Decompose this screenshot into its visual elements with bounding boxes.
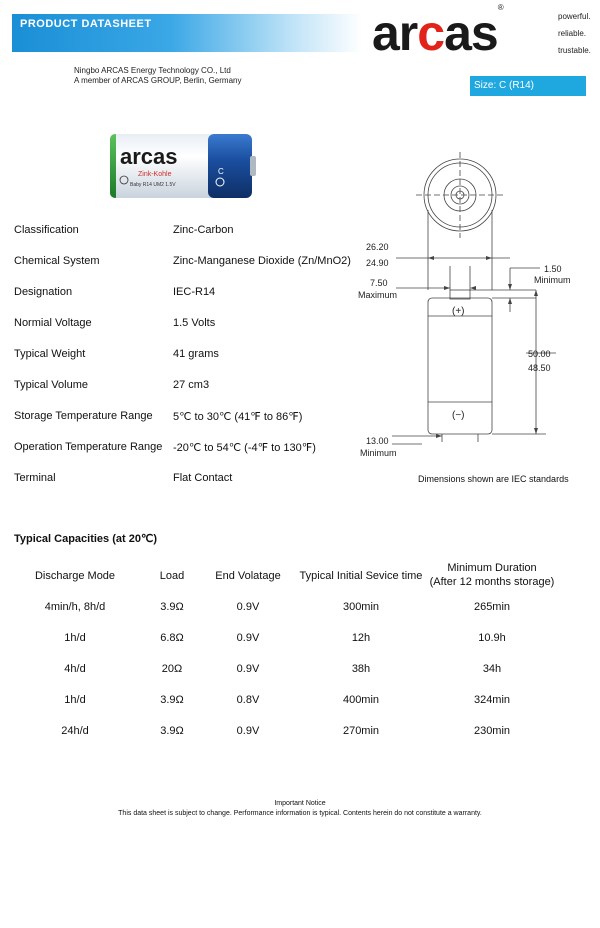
- tagline-1: powerful.: [558, 12, 591, 21]
- battery-brand: arcas: [120, 144, 178, 169]
- col-header-storage-note: (After 12 months storage): [429, 576, 555, 588]
- battery-small-text: Baby R14 UM2 1.5V: [130, 182, 176, 188]
- dimension-drawing: [350, 140, 600, 470]
- header-banner: [12, 14, 362, 52]
- dim-tip-height-label: Minimum: [534, 275, 571, 285]
- dim-tip-height: 1.50: [544, 264, 562, 274]
- cell-service-time: 400min: [342, 694, 380, 706]
- logo-text-red: c: [417, 5, 445, 61]
- notice-text: This data sheet is subject to change. Performance information is typical. Contents herein do not constitute a warranty.: [118, 810, 482, 817]
- cell-end-voltage: 0.9V: [236, 601, 260, 613]
- spec-value-weight: 41 grams: [173, 348, 219, 360]
- cell-min-duration: 34h: [482, 663, 502, 675]
- cell-end-voltage: 0.9V: [236, 663, 260, 675]
- dim-negative-cap-label: Minimum: [360, 448, 397, 458]
- dim-height-min: 48.50: [528, 363, 551, 373]
- spec-label-weight: Typical Weight: [14, 348, 86, 360]
- cell-discharge-mode: 4h/d: [64, 663, 86, 675]
- banner-title: PRODUCT DATASHEET: [20, 18, 152, 30]
- cell-end-voltage: 0.9V: [236, 632, 260, 644]
- spec-label-voltage: Normial Voltage: [14, 317, 92, 329]
- arcas-logo: [372, 4, 503, 62]
- battery-subtitle: Zink-Kohle: [138, 171, 172, 178]
- cell-service-time: 12h: [351, 632, 371, 644]
- cell-min-duration: 230min: [473, 725, 511, 737]
- spec-value-classification: Zinc-Carbon: [173, 224, 234, 236]
- cell-discharge-mode: 1h/d: [64, 632, 86, 644]
- dim-diameter-min: 24.90: [366, 258, 389, 268]
- spec-label-terminal: Terminal: [14, 472, 56, 484]
- spec-value-terminal: Flat Contact: [173, 472, 233, 484]
- cell-service-time: 300min: [342, 601, 380, 613]
- spec-value-voltage: 1.5 Volts: [173, 317, 216, 329]
- cell-end-voltage: 0.8V: [236, 694, 260, 706]
- col-header-min-duration: Minimum Duration: [447, 562, 537, 574]
- cell-discharge-mode: 4min/h, 8h/d: [44, 601, 106, 613]
- spec-value-designation: IEC-R14: [173, 286, 216, 298]
- cell-load: 3.9Ω: [160, 694, 184, 706]
- col-header-end-voltage: End Volatage: [215, 570, 281, 582]
- spec-value-chemical-system: Zinc-Manganese Dioxide (Zn/MnO2): [173, 255, 351, 267]
- spec-label-designation: Designation: [14, 286, 73, 298]
- cell-load: 3.9Ω: [160, 601, 184, 613]
- dim-pip-diameter-label: Maximum: [358, 290, 398, 300]
- tagline-3: trustable.: [558, 46, 591, 55]
- cell-load: 6.8Ω: [160, 632, 184, 644]
- capacities-title: Typical Capacities (at 20℃): [14, 533, 157, 545]
- spec-value-operation-temp: -20℃ to 54℃ (-4℉ to 130℉): [173, 442, 316, 454]
- spec-value-volume: 27 cm3: [173, 379, 210, 391]
- company-name: Ningbo ARCAS Energy Technology CO., Ltd: [74, 66, 231, 75]
- spec-label-volume: Typical Volume: [14, 379, 88, 391]
- spec-label-chemical-system: Chemical System: [14, 255, 100, 267]
- registered-mark: ®: [497, 3, 503, 13]
- col-header-load: Load: [159, 570, 185, 582]
- cell-load: 20Ω: [161, 663, 183, 675]
- col-header-service-time: Typical Initial Sevice time: [299, 570, 423, 582]
- notice-title: Important Notice: [274, 800, 326, 807]
- cell-discharge-mode: 24h/d: [61, 725, 89, 737]
- dim-height-max: 50.00: [528, 349, 551, 359]
- col-header-discharge-mode: Discharge Mode: [34, 570, 116, 582]
- cell-load: 3.9Ω: [160, 725, 184, 737]
- dim-negative-cap: 13.00: [366, 436, 389, 446]
- battery-photo: [108, 130, 260, 202]
- logo-text-suffix: as: [444, 5, 498, 61]
- size-badge: Size: C (R14): [470, 76, 586, 96]
- spec-value-storage-temp: 5℃ to 30℃ (41℉ to 86℉): [173, 411, 303, 423]
- dim-diameter-max: 26.20: [366, 242, 389, 252]
- logo-text-prefix: ar: [372, 5, 418, 61]
- spec-label-operation-temp: Operation Temperature Range: [14, 441, 163, 453]
- negative-terminal-mark: (−): [452, 410, 465, 421]
- cell-service-time: 270min: [342, 725, 380, 737]
- cell-discharge-mode: 1h/d: [64, 694, 86, 706]
- positive-terminal-mark: (+): [452, 306, 465, 317]
- cell-min-duration: 10.9h: [478, 632, 506, 644]
- dimensions-note: Dimensions shown are IEC standards: [418, 474, 569, 484]
- company-group: A member of ARCAS GROUP, Berlin, Germany: [74, 76, 242, 85]
- cell-service-time: 38h: [351, 663, 371, 675]
- spec-label-storage-temp: Storage Temperature Range: [14, 410, 153, 422]
- cell-min-duration: 265min: [473, 601, 511, 613]
- cell-min-duration: 324min: [473, 694, 511, 706]
- dim-pip-diameter: 7.50: [370, 278, 388, 288]
- tagline-2: reliable.: [558, 29, 587, 38]
- battery-letter: C: [218, 167, 224, 176]
- spec-label-classification: Classification: [14, 224, 79, 236]
- cell-end-voltage: 0.9V: [236, 725, 260, 737]
